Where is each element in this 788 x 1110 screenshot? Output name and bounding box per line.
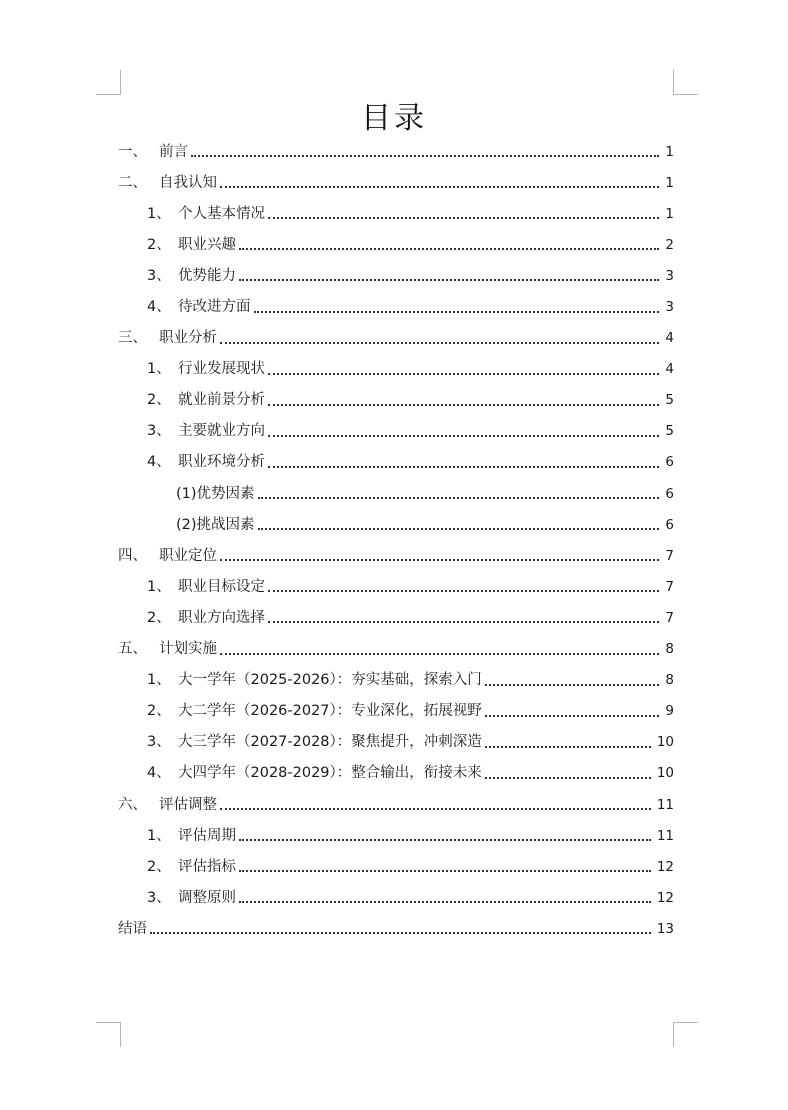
toc-entry-title: 大一学年（2025-2026）：夯实基础，探索入门 [178,672,482,689]
toc-entry-title: 大四学年（2028-2029）：整合输出，衔接未来 [178,765,482,782]
toc-entry[interactable] [118,198,674,229]
toc-entry-title: 职业目标设定 [178,578,265,595]
toc-entry[interactable] [118,727,674,758]
toc-dot-leader [485,714,660,717]
toc-entry[interactable] [118,478,674,509]
toc-entry[interactable] [118,167,674,198]
toc-dot-leader [258,496,660,499]
toc-dot-leader [220,341,659,344]
toc-dot-leader [239,247,659,250]
toc-entry-number: 五、 [118,641,147,658]
toc-entry-title: 评估调整 [159,796,217,813]
page-corner-mark-top-right [673,70,698,95]
toc-page-number: 8 [665,672,674,689]
toc-entry[interactable] [118,665,674,696]
toc-entry-title: 自我认知 [159,174,217,191]
toc-page-number: 6 [665,485,674,502]
table-of-contents [118,136,674,944]
toc-entry-title: 大三学年（2027-2028）：聚焦提升，冲刺深造 [178,734,482,751]
toc-entry-title: 行业发展现状 [178,361,265,378]
toc-entry-title: 计划实施 [159,641,217,658]
toc-entry[interactable] [118,758,674,789]
page-corner-mark-bottom-right [673,1022,698,1047]
toc-page-number: 9 [665,703,674,720]
toc-entry[interactable] [118,882,674,913]
toc-entry-number: 1、 [147,578,171,595]
toc-title: 目录 [361,101,427,136]
toc-entry[interactable] [118,602,674,633]
toc-dot-leader [254,310,660,313]
toc-entry-number: 二、 [118,174,147,191]
toc-entry[interactable] [118,136,674,167]
toc-dot-leader [220,185,659,188]
toc-page-number: 6 [665,516,674,533]
toc-page-number: 10 [656,765,674,782]
toc-entry[interactable] [118,851,674,882]
toc-entry-number: 4、 [147,454,171,471]
toc-dot-leader [268,403,659,406]
toc-page-number: 13 [656,920,674,937]
toc-page-number: 3 [665,299,674,316]
toc-entry-number: 1、 [147,672,171,689]
toc-entry-title: 待改进方面 [178,299,251,316]
toc-entry-number: 4、 [147,299,171,316]
toc-entry[interactable] [118,634,674,665]
toc-entry[interactable] [118,416,674,447]
toc-dot-leader [150,931,651,934]
toc-entry[interactable] [118,447,674,478]
toc-dot-leader [268,372,659,375]
toc-page-number: 5 [665,423,674,440]
toc-dot-leader [485,683,660,686]
toc-page-number: 12 [656,889,674,906]
toc-entry[interactable] [118,913,674,944]
toc-dot-leader [485,745,651,748]
toc-page-number: 7 [665,578,674,595]
toc-entry-number: 3、 [147,889,171,906]
toc-entry-number: 三、 [118,330,147,347]
toc-page-number: 11 [656,796,674,813]
toc-entry[interactable] [118,323,674,354]
toc-entry-number: 4、 [147,765,171,782]
page-corner-mark-bottom-left [96,1022,121,1047]
toc-entry[interactable] [118,696,674,727]
toc-entry-title: 职业方向选择 [178,609,265,626]
toc-entry-number: 3、 [147,423,171,440]
toc-dot-leader [268,589,659,592]
toc-entry[interactable] [118,354,674,385]
toc-dot-leader [220,807,651,810]
toc-page-number: 2 [665,236,674,253]
toc-entry-number: 2、 [147,392,171,409]
toc-entry[interactable] [118,260,674,291]
toc-page-number: 4 [665,330,674,347]
toc-page-number: 12 [656,858,674,875]
toc-page-number: 7 [665,609,674,626]
toc-entry-title: 调整原则 [178,889,236,906]
toc-dot-leader [239,838,651,841]
toc-entry-number: 1、 [147,205,171,222]
toc-page-number: 8 [665,641,674,658]
toc-entry[interactable] [118,571,674,602]
toc-page-number: 11 [656,827,674,844]
toc-page-number: 1 [665,205,674,222]
toc-dot-leader [239,278,659,281]
toc-entry-title: 职业分析 [159,330,217,347]
toc-entry-number: 1、 [147,361,171,378]
toc-dot-leader [268,465,659,468]
toc-dot-leader [239,869,651,872]
toc-entry[interactable] [118,540,674,571]
toc-dot-leader [220,558,659,561]
toc-entry-number: 3、 [147,267,171,284]
toc-entry-title: 主要就业方向 [178,423,265,440]
toc-entry-title: 评估指标 [178,858,236,875]
toc-entry-number: 1、 [147,827,171,844]
toc-entry-number: 六、 [118,796,147,813]
toc-dot-leader [268,620,659,623]
toc-page-number: 7 [665,547,674,564]
toc-entry[interactable] [118,291,674,322]
toc-entry-number: 2、 [147,703,171,720]
toc-page-number: 10 [656,734,674,751]
toc-entry-number: 2、 [147,858,171,875]
toc-entry[interactable] [118,820,674,851]
toc-entry-number: 2、 [147,609,171,626]
toc-entry-title: 评估周期 [178,827,236,844]
toc-entry-number: 四、 [118,547,147,564]
toc-page-number: 6 [665,454,674,471]
toc-entry-title: 大二学年（2026-2027）：专业深化，拓展视野 [178,703,482,720]
toc-dot-leader [191,154,659,157]
toc-entry-number: 3、 [147,734,171,751]
toc-dot-leader [258,527,660,530]
toc-dot-leader [220,652,659,655]
toc-entry-title: (1)优势因素 [176,485,255,502]
toc-dot-leader [239,900,651,903]
toc-entry-title: 优势能力 [178,267,236,284]
toc-page-number: 3 [665,267,674,284]
toc-entry-number: 2、 [147,236,171,253]
toc-entry-title: 职业兴趣 [178,236,236,253]
toc-page-number: 1 [665,174,674,191]
toc-entry-title: 个人基本情况 [178,205,265,222]
toc-entry-title: 就业前景分析 [178,392,265,409]
toc-entry[interactable] [118,789,674,820]
toc-dot-leader [485,776,651,779]
toc-entry-title: (2)挑战因素 [176,516,255,533]
toc-entry-title: 结语 [118,920,147,937]
toc-entry-title: 职业定位 [159,547,217,564]
toc-entry-title: 职业环境分析 [178,454,265,471]
toc-entry-number: 一、 [118,143,147,160]
toc-entry[interactable] [118,229,674,260]
toc-page-number: 1 [665,143,674,160]
toc-page-number: 5 [665,392,674,409]
toc-entry-title: 前言 [159,143,188,160]
toc-dot-leader [268,434,659,437]
toc-page-number: 4 [665,361,674,378]
page-corner-mark-top-left [96,70,121,95]
toc-entry[interactable] [118,509,674,540]
toc-dot-leader [268,216,659,219]
toc-entry[interactable] [118,385,674,416]
